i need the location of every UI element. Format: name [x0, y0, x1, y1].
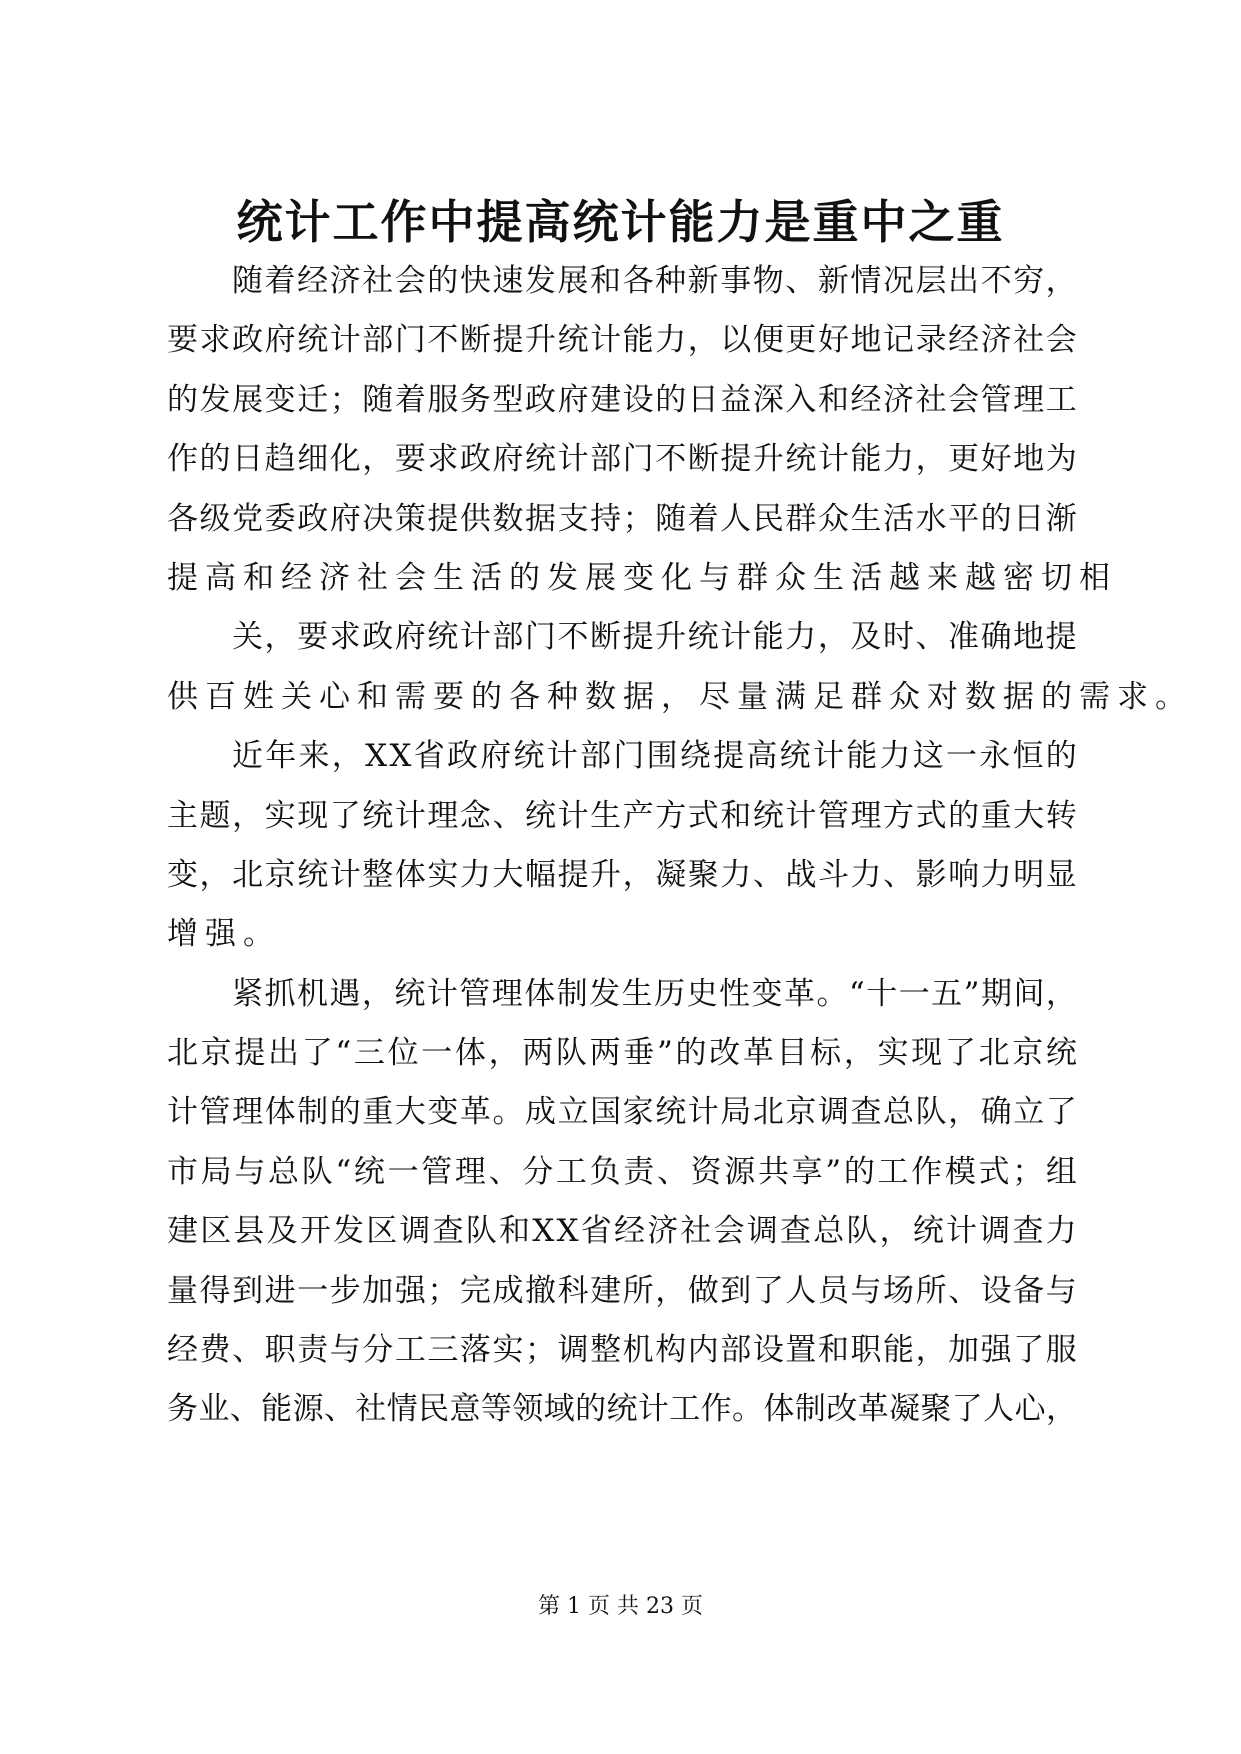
text-line-content: 各 级 党 委 政 府 决 策 提 供 数 据 支 持 ； 随 着 人 民 群 众 生 活 水 平 的 日 渐 — [167, 500, 1077, 537]
text-line — [167, 905, 1077, 964]
text-line — [167, 1202, 1077, 1261]
text-line — [167, 549, 1117, 608]
text-line — [167, 1262, 1077, 1321]
text-line-content: 随 着 经 济 社 会 的 快 速 发 展 和 各 种 新 事 物 、 新 情 况 层 出 不 穷 ， — [232, 263, 1077, 299]
text-line-content: 增强。 — [167, 916, 281, 953]
text-line-content: 供百姓关心和需要的各种数据，尽量满足群众对数据的需求。 — [167, 678, 1193, 715]
text-line-content: 近 年 来 ， X X 省 政 府 统 计 部 门 围 绕 提 高 统 计 能 力 这 一 永 恒 的 — [232, 738, 1077, 775]
text-line-content: 的 发 展 变 迁 ； 随 着 服 务 型 政 府 建 设 的 日 益 深 入 和 经 济 社 会 管 理 工 — [167, 381, 1077, 418]
text-line — [167, 1380, 1077, 1439]
text-line — [167, 430, 1077, 489]
text-line-content: 经 费 、 职 责 与 分 工 三 落 实 ； 调 整 机 构 内 部 设 置 和 职 能 ， 加 强 了 服 — [167, 1332, 1077, 1369]
text-line — [167, 1024, 1077, 1083]
text-line — [167, 846, 1077, 905]
text-line-content: 市 局 与 总 队 “ 统 一 管 理 、 分 工 负 责 、 资 源 共 享 ” 的 工 作 模 式 ； 组 — [167, 1153, 1077, 1190]
text-line-content: 量 得 到 进 一 步 加 强 ； 完 成 撤 科 建 所 ， 做 到 了 人 员 与 场 所 、 设 备 与 — [167, 1272, 1077, 1309]
text-line — [167, 668, 1193, 727]
page-title: 统计工作中提高统计能力是重中之重 — [236, 195, 1005, 249]
text-line — [167, 1083, 1077, 1142]
text-line — [167, 608, 1077, 667]
text-line — [167, 252, 1077, 311]
text-line-content: 关 ， 要 求 政 府 统 计 部 门 不 断 提 升 统 计 能 力 ， 及 时 、 准 确 地 提 — [232, 619, 1077, 656]
text-line-content: 计 管 理 体 制 的 重 大 变 革 。 成 立 国 家 统 计 局 北 京 调 查 总 队 ， 确 立 了 — [167, 1094, 1077, 1131]
text-line — [167, 311, 1077, 370]
text-line — [167, 965, 1077, 1024]
text-line — [167, 787, 1077, 846]
text-line-content: 紧 抓 机 遇 ， 统 计 管 理 体 制 发 生 历 史 性 变 革 。 “ 十 一 五 ” 期 间 ， — [232, 975, 1077, 1012]
text-line-content: 务 业 、 能 源 、 社 情 民 意 等 领 域 的 统 计 工 作 。 体 制 改 革 凝 聚 了 人 心 ， — [167, 1391, 1077, 1428]
body-text — [167, 252, 1193, 1440]
text-line-content: 北 京 提 出 了 “ 三 位 一 体 ， 两 队 两 垂 ” 的 改 革 目 标 ， 实 现 了 北 京 统 — [167, 1035, 1077, 1072]
text-line — [167, 1143, 1077, 1202]
text-line-content: 提高和经济社会生活的发展变化与群众生活越来越密切相 — [167, 559, 1117, 596]
text-line-content: 变 ， 北 京 统 计 整 体 实 力 大 幅 提 升 ， 凝 聚 力 、 战 斗 力 、 影 响 力 明 显 — [167, 856, 1077, 893]
text-line-content: 建 区 县 及 开 发 区 调 查 队 和 X X 省 经 济 社 会 调 查 总 队 ， 统 计 调 查 力 — [167, 1213, 1077, 1250]
text-line — [167, 490, 1077, 549]
text-line — [167, 371, 1077, 430]
text-line — [167, 727, 1077, 786]
text-line-content: 要 求 政 府 统 计 部 门 不 断 提 升 统 计 能 力 ， 以 便 更 好 地 记 录 经 济 社 会 — [167, 322, 1077, 359]
page-footer: 第 1 页 共 23 页 — [538, 1594, 703, 1619]
text-line — [167, 1321, 1077, 1380]
text-line-content: 主 题 ， 实 现 了 统 计 理 念 、 统 计 生 产 方 式 和 统 计 管 理 方 式 的 重 大 转 — [167, 797, 1077, 834]
text-line-content: 作 的 日 趋 细 化 ， 要 求 政 府 统 计 部 门 不 断 提 升 统 计 能 力 ， 更 好 地 为 — [167, 441, 1077, 478]
